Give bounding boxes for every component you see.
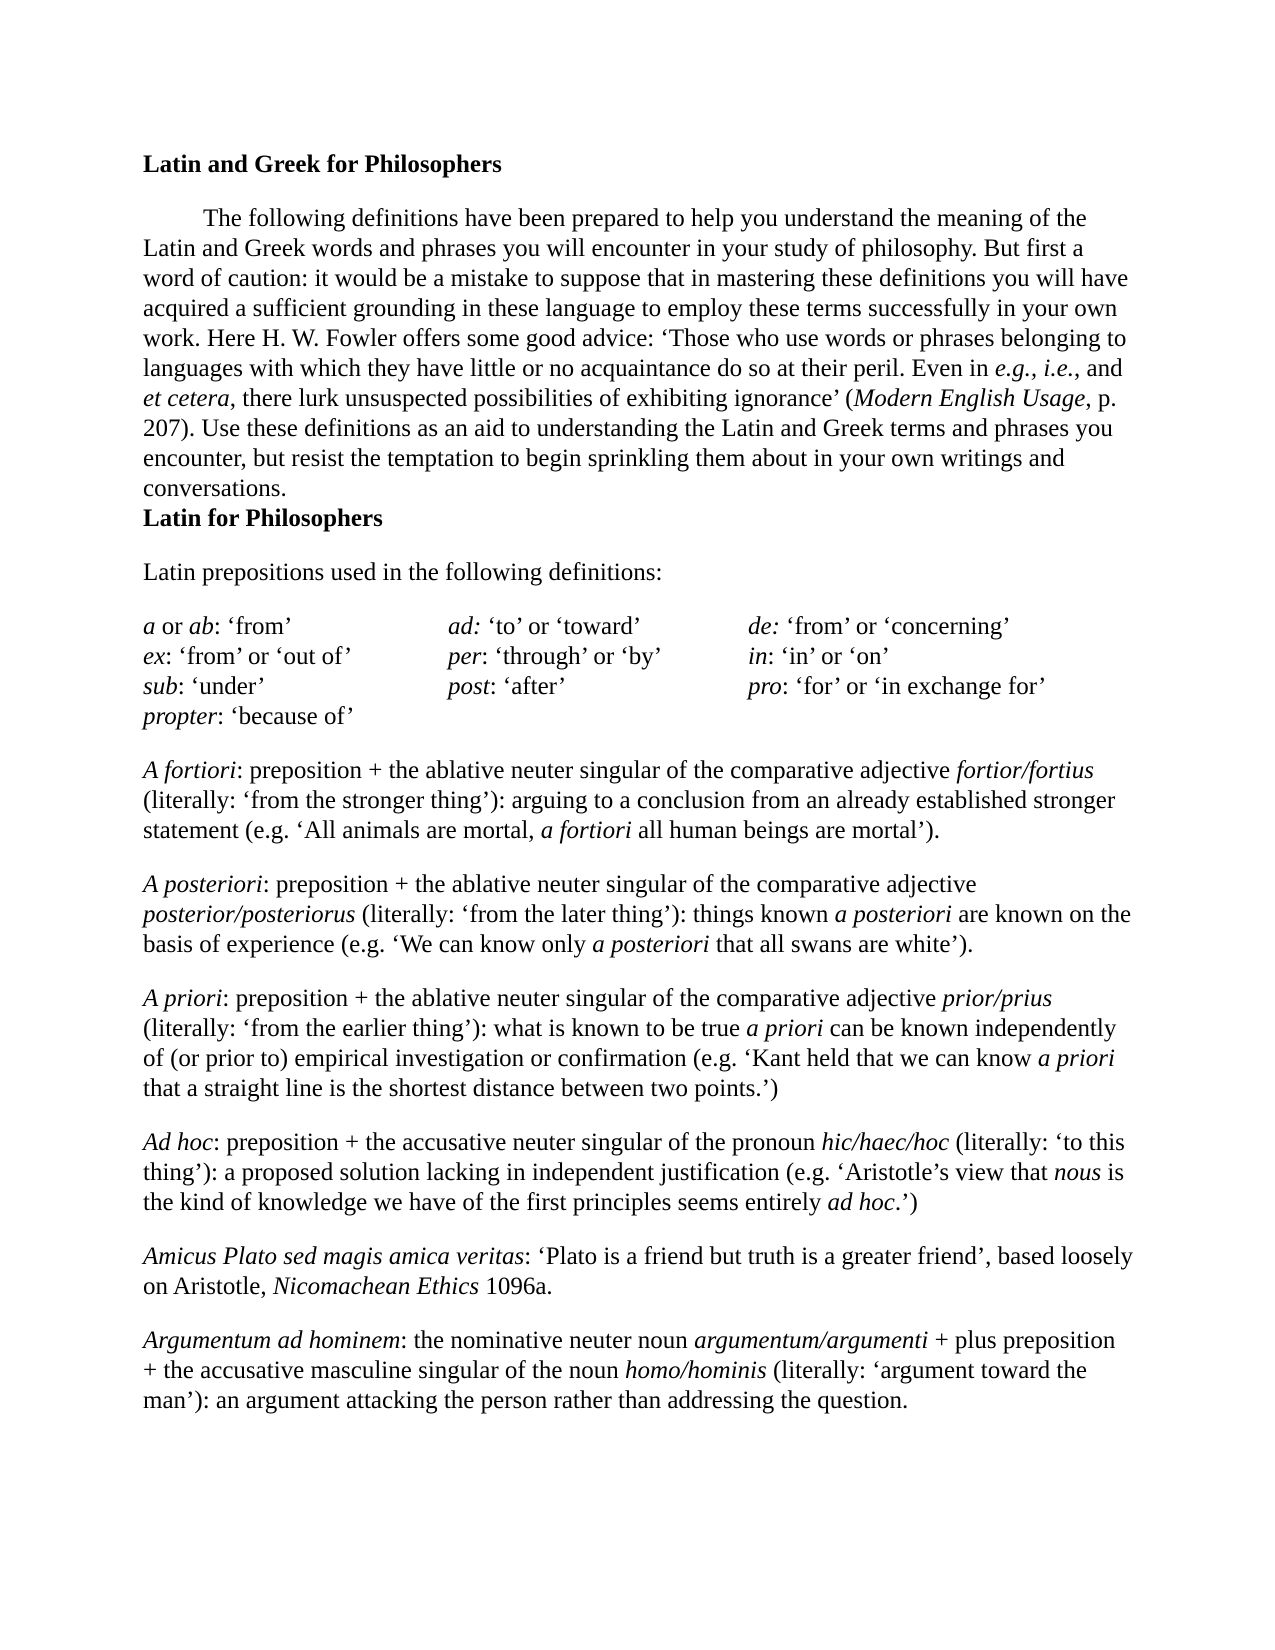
prepositions-table [143, 612, 1135, 732]
prep-cell-in: in: ‘in’ or ‘on’ [748, 643, 890, 670]
definition-argumentum-ad-hominem: Argumentum ad hominem: the nominative neuter noun argumentum/argumenti + plus preposition + the accusative masculine singular of the noun homo/hominis (literally: ‘argument toward the man’): an argument attacking the person rather than addressing the question. [143, 1327, 1116, 1414]
definition-amicus-plato: Amicus Plato sed magis amica veritas: ‘Plato is a friend but truth is a greater friend’, based loosely on Aristotle, Nicomachean Ethics 1096a. [143, 1243, 1134, 1300]
prep-cell-pro: pro: ‘for’ or ‘in exchange for’ [748, 673, 1047, 700]
intro-paragraph: The following definitions have been prepared to help you understand the meaning of the Latin and Greek words and phrases you will encounter in your study of philosophy. But first a word of caution: it would be a mistake to suppose that in mastering these definitions you will have acquired a sufficient grounding in these language to employ these terms successfully in your own work. Here H. W. Fowler offers some good advice: ‘Those who use words or phrases belonging to languages with which they have little or no acquaintance do so at their peril. Even in e.g., i.e., and et cetera, there lurk unsuspected possibilities of exhibiting ignorance’ (Modern English Usage, p. 207). Use these definitions as an aid to understanding the Latin and Greek terms and phrases you encounter, but resist the temptation to begin sprinkling them about in your own writings and conversations. [143, 205, 1129, 502]
prep-cell-post: post: ‘after’ [448, 673, 567, 700]
prep-cell-propter: propter: ‘because of’ [143, 703, 355, 730]
section-heading-latin-for-philosophers: Latin for Philosophers [143, 505, 383, 532]
definition-ad-hoc: Ad hoc: preposition + the accusative neuter singular of the pronoun hic/haec/hoc (literally: ‘to this thing’): a proposed solution lacking in independent justification (e.g. ‘Aristotle’s view that nous is the kind of knowledge we have of the first principles seems entirely ad hoc.’) [143, 1129, 1125, 1216]
definition-a-fortiori: A fortiori: preposition + the ablative neuter singular of the comparative adjective fortior/fortius (literally: ‘from the stronger thing’): arguing to a conclusion from an already established stronger statement (e.g. ‘All animals are mortal, a fortiori all human beings are mortal’). [143, 757, 1116, 844]
prepositions-row-1 [143, 612, 1135, 642]
prep-cell-ex: ex: ‘from’ or ‘out of’ [143, 643, 353, 670]
prepositions-intro: Latin prepositions used in the following definitions: [143, 559, 663, 586]
prepositions-row-4 [143, 702, 1135, 732]
prep-cell-sub: sub: ‘under’ [143, 673, 266, 700]
definition-a-priori: A priori: preposition + the ablative neuter singular of the comparative adjective prior/prius (literally: ‘from the earlier thing’): what is known to be true a priori can be known independently of (or prior to) empirical investigation or confirmation (e.g. ‘Kant held that we can know a priori that a straight line is the shortest distance between two points.’) [143, 985, 1117, 1102]
prepositions-row-3 [143, 672, 1135, 702]
prep-cell-a-ab: a or ab: ‘from’ [143, 613, 293, 640]
prep-cell-ad: ad: ‘to’ or ‘toward’ [448, 613, 642, 640]
prep-cell-per: per: ‘through’ or ‘by’ [448, 643, 663, 670]
prepositions-row-2 [143, 642, 1135, 672]
definition-a-posteriori: A posteriori: preposition + the ablative neuter singular of the comparative adjective posterior/posteriorus (literally: ‘from the later thing’): things known a posteriori are known on the basis of experience (e.g. ‘We can know only a posteriori that all swans are white’). [143, 871, 1132, 958]
document-title: Latin and Greek for Philosophers [143, 151, 502, 178]
prep-cell-de: de: ‘from’ or ‘concerning’ [748, 613, 1011, 640]
